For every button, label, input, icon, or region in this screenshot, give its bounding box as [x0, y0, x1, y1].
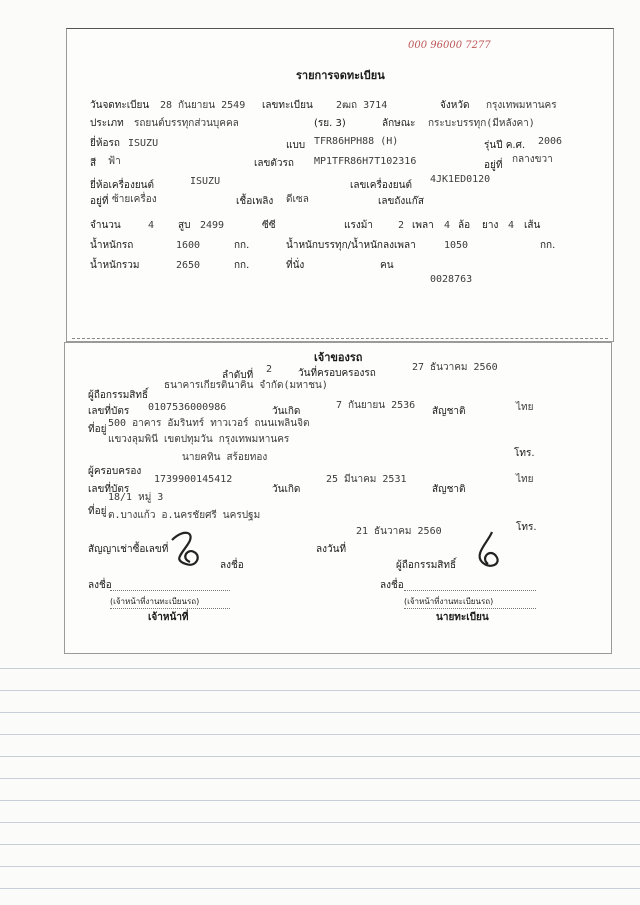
weight-unit: กก. — [234, 240, 250, 251]
serial-number: 0028763 — [430, 274, 473, 285]
engine-brand: ISUZU — [190, 176, 221, 187]
possess-date-label: วันที่ครอบครองรถ — [298, 368, 376, 379]
gross-weight: 2650 — [176, 260, 201, 271]
owner-nationality: ไทย — [516, 402, 534, 413]
tires-unit: เส้น — [524, 220, 541, 231]
officer-role: เจ้าหน้าที่ — [148, 612, 189, 623]
model-year-label: รุ่นปี ค.ศ. — [484, 140, 526, 151]
seats-unit: คน — [380, 260, 394, 271]
chassis-number: MP1TFR86H7T102316 — [314, 156, 417, 167]
registration-title: รายการจดทะเบียน — [296, 69, 385, 82]
reg-date-label: วันจดทะเบียน — [90, 100, 150, 111]
horsepower-label: แรงม้า — [344, 220, 373, 231]
owner-label: ผู้ถือกรรมสิทธิ์ — [88, 390, 149, 401]
registrar-role: นายทะเบียน — [436, 612, 489, 623]
engine-brand-label: ยี่ห้อเครื่องยนต์ — [90, 180, 155, 191]
officer-sign-line — [110, 590, 230, 591]
ruled-line — [0, 690, 640, 691]
order-number: 2 — [266, 364, 273, 375]
officer-caption: (เจ้าหน้าที่งานทะเบียนรถ) — [110, 597, 200, 606]
color-label: สี — [90, 158, 97, 169]
card-divider — [72, 338, 608, 339]
engine-location: ซ้ายเครื่อง — [112, 194, 157, 205]
vehicle-type: รถยนต์บรรทุกส่วนบุคคล — [134, 118, 239, 129]
ruled-line — [0, 822, 640, 823]
holder-address-line2: ต.บางแก้ว อ.นครชัยศรี นครปฐม — [108, 510, 261, 521]
possess-date: 27 ธันวาคม 2560 — [412, 362, 498, 373]
province: กรุงเทพมหานคร — [486, 100, 557, 111]
gross-weight-unit: กก. — [234, 260, 250, 271]
holder-nationality: ไทย — [516, 474, 534, 485]
ruled-line — [0, 668, 640, 669]
wheels: 4 — [444, 220, 451, 231]
style-value: กระบะบรรทุก(มีหลังคา) — [428, 118, 535, 129]
hire-purchase-label: สัญญาเช่าซื้อเลขที่ — [88, 544, 169, 555]
weight-label: น้ำหนักรถ — [90, 240, 134, 251]
cylinders-unit: สูบ — [178, 220, 191, 231]
owner-dob: 7 กันยายน 2536 — [336, 400, 416, 411]
model-year: 2006 — [538, 136, 563, 147]
cylinders-label: จำนวน — [90, 220, 121, 231]
fuel: ดีเซล — [286, 194, 309, 205]
order-label: ลำดับที่ — [222, 370, 254, 381]
model: TFR86HPH88 (H) — [314, 136, 399, 147]
registrar-sign-label: ลงชื่อ — [380, 580, 404, 591]
owner-nationality-label: สัญชาติ — [432, 406, 466, 417]
officer-sign-label: ลงชื่อ — [220, 560, 244, 571]
holder-id-label: เลขที่บัตร — [88, 484, 130, 495]
holder-address-label: ที่อยู่ — [88, 506, 107, 517]
owner-sign-title: ผู้ถือกรรมสิทธิ์ — [396, 560, 457, 571]
gas-tank-label: เลขถังแก๊ส — [378, 196, 424, 207]
style-label: ลักษณะ — [382, 118, 416, 129]
owner-tel-label: โทร. — [514, 448, 535, 459]
owner-address-line1: 500 อาคาร อัมรินทร์ ทาวเวอร์ ถนนเพลินจิต — [108, 418, 310, 429]
signed-date: 21 ธันวาคม 2560 — [356, 526, 442, 537]
wheels-unit: ล้อ — [458, 220, 471, 231]
ruled-line — [0, 712, 640, 713]
officer-sign-label-2: ลงชื่อ — [88, 580, 112, 591]
tires: 4 — [508, 220, 515, 231]
reg-no: 2ฒถ 3714 — [336, 100, 388, 111]
cylinders: 4 — [148, 220, 155, 231]
payload: 1050 — [444, 240, 469, 251]
holder-name: นายคทิน สร้อยทอง — [182, 452, 268, 463]
type-label: ประเภท — [90, 118, 124, 129]
axles-unit: เพลา — [412, 220, 434, 231]
chassis-location: กลางขวา — [512, 154, 553, 165]
reg-no-label: เลขทะเบียน — [262, 100, 313, 111]
owner-name: ธนาคารเกียรตินาคิน จำกัด(มหาชน) — [164, 380, 328, 391]
owner-signature — [462, 528, 512, 574]
ruled-line — [0, 888, 640, 889]
type-code: (รย. 3) — [314, 118, 346, 129]
owner-address-line2: แขวงลุมพินี เขตปทุมวัน กรุงเทพมหานคร — [108, 434, 290, 445]
holder-id: 1739900145412 — [154, 474, 233, 485]
holder-tel-label: โทร. — [516, 522, 537, 533]
color: ฟ้า — [108, 156, 121, 167]
holder-address-line1: 18/1 หมู่ 3 — [108, 492, 164, 503]
officer-caption-line — [110, 608, 230, 609]
owner-address-label: ที่อยู่ — [88, 424, 107, 435]
chassis-location-label: อยู่ที่ — [484, 160, 503, 171]
registrar-caption-line — [404, 608, 536, 609]
tires-label: ยาง — [482, 220, 499, 231]
axles: 2 — [398, 220, 405, 231]
seats-label: ที่นั่ง — [286, 260, 305, 271]
engine-location-label: อยู่ที่ — [90, 196, 109, 207]
ruled-line — [0, 844, 640, 845]
owner-id: 0107536000986 — [148, 402, 227, 413]
ruled-line — [0, 734, 640, 735]
engine-number: 4JK1ED0120 — [430, 174, 491, 185]
brand-label: ยี่ห้อรถ — [90, 138, 120, 149]
holder-dob-label: วันเกิด — [272, 484, 301, 495]
brand: ISUZU — [128, 138, 159, 149]
payload-unit: กก. — [540, 240, 556, 251]
holder-nationality-label: สัญชาติ — [432, 484, 466, 495]
owner-id-label: เลขที่บัตร — [88, 406, 130, 417]
holder-dob: 25 มีนาคม 2531 — [326, 474, 407, 485]
payload-label: น้ำหนักบรรทุก/น้ำหนักลงเพลา — [286, 240, 416, 251]
fuel-label: เชื้อเพลิง — [236, 196, 274, 207]
model-label: แบบ — [286, 140, 306, 151]
reg-date: 28 กันยายน 2549 — [160, 100, 246, 111]
handwritten-reference: 000 96000 7277 — [408, 40, 491, 51]
chassis-label: เลขตัวรถ — [254, 158, 294, 169]
registrar-sign-line — [404, 590, 536, 591]
ruled-line — [0, 866, 640, 867]
province-label: จังหวัด — [440, 100, 470, 111]
ruled-line — [0, 800, 640, 801]
cc-unit: ซีซี — [262, 220, 276, 231]
holder-label: ผู้ครอบครอง — [88, 466, 142, 477]
owner-dob-label: วันเกิด — [272, 406, 301, 417]
ruled-line — [0, 778, 640, 779]
engine-no-label: เลขเครื่องยนต์ — [350, 180, 412, 191]
owner-title: เจ้าของรถ — [314, 351, 363, 364]
ruled-line — [0, 756, 640, 757]
signed-date-label: ลงวันที่ — [316, 544, 347, 555]
officer-signature — [166, 526, 216, 572]
vehicle-weight: 1600 — [176, 240, 201, 251]
registrar-caption: (เจ้าหน้าที่งานทะเบียนรถ) — [404, 597, 494, 606]
engine-cc: 2499 — [200, 220, 225, 231]
gross-weight-label: น้ำหนักรวม — [90, 260, 140, 271]
